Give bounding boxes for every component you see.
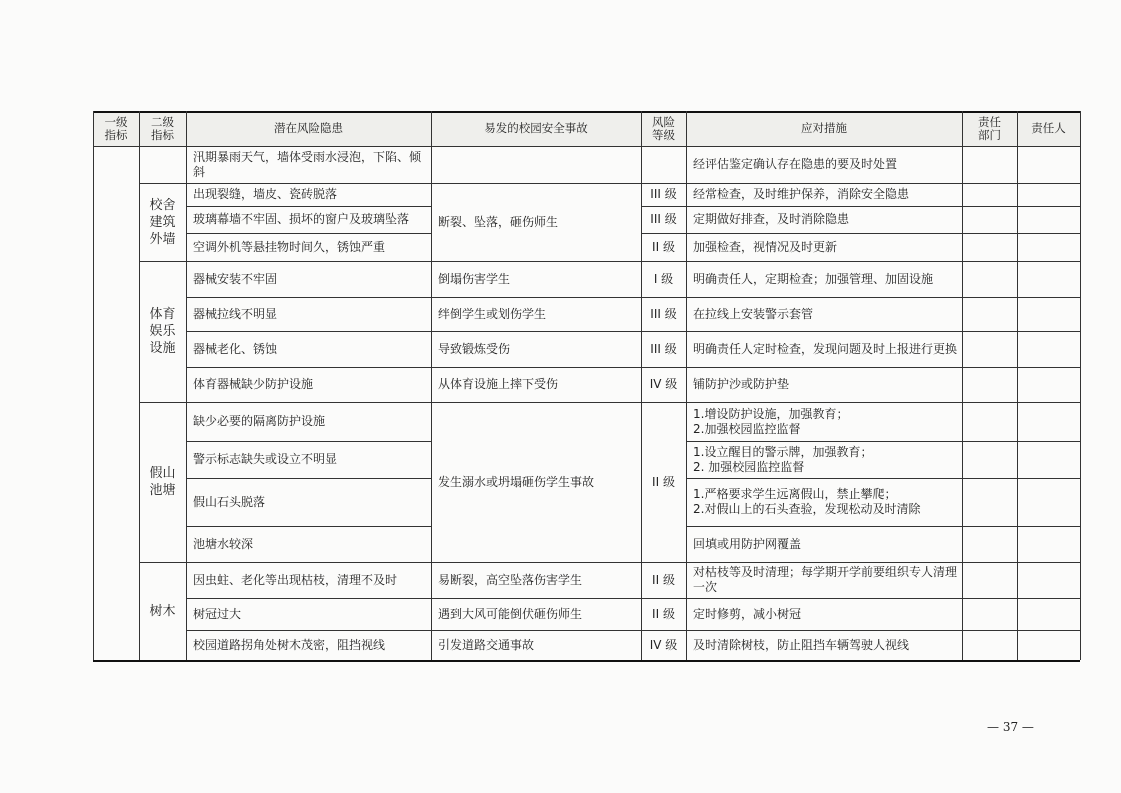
measure-cell — [686, 402, 962, 441]
header-hazard-text: 潜在风险隐患 — [274, 121, 343, 135]
measure-cell — [686, 562, 962, 598]
measure-cell-text: 1.严格要求学生远离假山，禁止攀爬； 2.对假山上的石头查验，发现松动及时清除 — [693, 487, 921, 516]
merged-accident — [431, 146, 641, 183]
row-rule — [186, 233, 431, 234]
row-rule — [186, 598, 431, 599]
column-rule — [431, 111, 432, 660]
person-cell — [1017, 206, 1080, 233]
hazard-cell-text: 器械安装不牢固 — [193, 271, 278, 286]
person-cell — [1017, 630, 1080, 660]
row-rule — [186, 331, 431, 332]
person-cell — [1017, 146, 1080, 183]
accident-cell-text: 倒塌伤害学生 — [438, 271, 511, 286]
level-cell-text: IV 级 — [649, 377, 678, 391]
row-rule — [686, 478, 1080, 479]
group-name-text: 体育 娱乐 设施 — [149, 307, 176, 356]
group-name — [139, 402, 186, 562]
row-rule — [641, 331, 686, 332]
row-rule — [641, 402, 686, 403]
hazard-cell — [186, 598, 431, 630]
measure-cell — [686, 206, 962, 233]
accident-cell — [431, 598, 641, 630]
measure-cell-text: 明确责任人定时检查，发现问题及时上报进行更换 — [693, 341, 958, 356]
level-cell — [641, 261, 686, 297]
table-top-border — [93, 111, 1080, 113]
measure-cell-text: 1.设立醒目的警示牌，加强教育； 2. 加强校园监控监督 — [693, 444, 873, 474]
hazard-cell — [186, 562, 431, 598]
level-cell — [641, 598, 686, 630]
accident-cell-text: 易断裂，高空坠落伤害学生 — [438, 572, 583, 587]
group-name — [139, 562, 186, 660]
row-rule — [686, 206, 1080, 207]
accident-cell — [431, 331, 641, 367]
hazard-cell — [186, 478, 431, 526]
column-rule — [139, 111, 140, 660]
dept-cell — [962, 367, 1017, 402]
measure-cell — [686, 146, 962, 183]
row-rule — [431, 297, 641, 298]
level-cell — [641, 233, 686, 261]
level-cell-text: II 级 — [652, 239, 675, 254]
measure-cell-text: 经评估鉴定确认存在隐患的要及时处置 — [693, 157, 898, 171]
header-person — [1017, 111, 1080, 146]
row-rule — [686, 526, 1080, 527]
hazard-cell-text: 池塘水较深 — [193, 536, 254, 551]
group-name — [139, 183, 186, 261]
header-accident-text: 易发的校园安全事故 — [484, 121, 588, 135]
column-rule — [93, 111, 94, 660]
row-rule — [686, 562, 1080, 563]
measure-cell-text: 1.增设防护设施，加强教育； 2.加强校园监控监督 — [693, 406, 849, 436]
hazard-cell — [186, 146, 431, 183]
merged-accident — [431, 402, 641, 562]
row-rule — [686, 331, 1080, 332]
person-cell — [1017, 478, 1080, 526]
hazard-cell-text: 玻璃幕墙不牢固、损坏的窗户及玻璃坠落 — [193, 212, 410, 226]
dept-cell — [962, 297, 1017, 331]
header-l2-text: 二级 指标 — [151, 114, 174, 142]
row-rule — [686, 598, 1080, 599]
measure-cell — [686, 297, 962, 331]
row-rule — [686, 233, 1080, 234]
header-bottom-border — [93, 146, 1080, 147]
row-rule — [641, 562, 686, 563]
row-rule — [431, 562, 641, 563]
table-bottom-border — [93, 660, 1080, 662]
measure-cell-text: 铺防护沙或防护垫 — [693, 377, 790, 391]
person-cell — [1017, 233, 1080, 261]
row-rule — [431, 261, 641, 262]
row-rule — [431, 402, 641, 403]
measure-cell — [686, 233, 962, 261]
row-rule — [686, 261, 1080, 262]
accident-cell — [431, 367, 641, 402]
measure-cell-text: 对枯枝等及时清理；每学期开学前要组织专人清理一次 — [693, 565, 958, 594]
hazard-cell — [186, 402, 431, 441]
hazard-cell-text: 汛期暴雨天气，墙体受雨水浸泡，下陷、倾斜 — [193, 149, 422, 179]
measure-cell-text: 定时修剪，减小树冠 — [693, 606, 802, 621]
accident-cell-text: 遇到大风可能倒伏砸伤师生 — [438, 606, 583, 621]
level-cell-text: II 级 — [652, 606, 675, 621]
header-measure — [686, 111, 962, 146]
person-cell — [1017, 261, 1080, 297]
header-person-text: 责任人 — [1031, 121, 1066, 135]
row-rule — [431, 331, 641, 332]
row-rule — [686, 367, 1080, 368]
row-rule — [139, 261, 186, 262]
measure-cell-text: 定期做好排查，及时消除隐患 — [693, 212, 850, 226]
row-rule — [641, 233, 686, 234]
level-cell — [641, 562, 686, 598]
dept-cell — [962, 630, 1017, 660]
column-rule — [1017, 111, 1018, 660]
header-measure-text: 应对措施 — [801, 121, 847, 135]
hazard-cell-text: 体育器械缺少防护设施 — [193, 377, 314, 391]
hazard-cell-text: 树冠过大 — [193, 606, 242, 621]
dept-cell — [962, 441, 1017, 478]
dept-cell — [962, 183, 1017, 206]
row-rule — [186, 630, 431, 631]
header-level — [641, 111, 686, 146]
measure-cell-text: 在拉线上安装警示套管 — [693, 306, 814, 321]
row-rule — [186, 402, 431, 403]
hazard-cell — [186, 367, 431, 402]
header-dept-text: 责任 部门 — [978, 114, 1001, 142]
page-number: — 37 — — [987, 720, 1034, 734]
hazard-cell — [186, 331, 431, 367]
level-cell-text: III 级 — [650, 212, 677, 226]
person-cell — [1017, 297, 1080, 331]
row-rule — [431, 630, 641, 631]
row-rule — [686, 441, 1080, 442]
merged-level — [641, 146, 686, 183]
column-rule — [962, 111, 963, 660]
row-rule — [641, 261, 686, 262]
row-rule — [641, 630, 686, 631]
row-rule — [186, 441, 431, 442]
dept-cell — [962, 562, 1017, 598]
hazard-cell — [186, 441, 431, 478]
measure-cell — [686, 261, 962, 297]
row-rule — [686, 630, 1080, 631]
dept-cell — [962, 478, 1017, 526]
column-rule — [186, 111, 187, 660]
column-rule — [686, 111, 687, 660]
merged-accident-text: 发生溺水或坍塌砸伤学生事故 — [438, 474, 595, 489]
measure-cell-text: 回填或用防护网覆盖 — [693, 536, 802, 551]
measure-cell-text: 明确责任人，定期检查；加强管理、加固设施 — [693, 271, 934, 286]
measure-cell — [686, 526, 962, 562]
row-rule — [686, 402, 1080, 403]
merged-accident — [431, 183, 641, 261]
hazard-cell — [186, 630, 431, 660]
measure-cell — [686, 367, 962, 402]
level-cell-text: I 级 — [653, 271, 674, 286]
group-name-text: 校舍 建筑 外墙 — [149, 197, 176, 247]
hazard-cell — [186, 261, 431, 297]
header-dept — [962, 111, 1017, 146]
hazard-cell-text: 器械老化、锈蚀 — [193, 341, 278, 356]
accident-cell — [431, 562, 641, 598]
measure-cell-text: 及时清除树枝，防止阻挡车辆驾驶人视线 — [693, 637, 910, 652]
person-cell — [1017, 183, 1080, 206]
header-hazard — [186, 111, 431, 146]
row-rule — [186, 526, 431, 527]
measure-cell — [686, 331, 962, 367]
row-rule — [686, 183, 1080, 184]
hazard-cell-text: 校园道路拐角处树木茂密，阻挡视线 — [193, 637, 386, 652]
measure-cell-text: 经常检查，及时维护保养，消除安全隐患 — [693, 187, 910, 201]
person-cell — [1017, 331, 1080, 367]
person-cell — [1017, 402, 1080, 441]
level-cell — [641, 183, 686, 206]
dept-cell — [962, 598, 1017, 630]
measure-cell — [686, 441, 962, 478]
header-l1-text: 一级 指标 — [104, 114, 128, 142]
dept-cell — [962, 206, 1017, 233]
dept-cell — [962, 526, 1017, 562]
row-rule — [641, 598, 686, 599]
row-rule — [186, 297, 431, 298]
row-rule — [186, 261, 431, 262]
hazard-cell-text: 空调外机等悬挂物时间久，锈蚀严重 — [193, 239, 386, 254]
hazard-cell — [186, 206, 431, 233]
merged-level — [641, 402, 686, 562]
hazard-cell-text: 器械拉线不明显 — [193, 306, 278, 321]
row-rule — [431, 367, 641, 368]
row-rule — [186, 183, 431, 184]
row-rule — [431, 183, 641, 184]
level-cell-text: IV 级 — [649, 637, 678, 652]
row-rule — [431, 598, 641, 599]
group-name-text: 假山 池塘 — [149, 466, 176, 498]
hazard-cell-text: 假山石头脱落 — [193, 494, 266, 509]
merged-level-text: II 级 — [652, 474, 675, 489]
row-rule — [641, 183, 686, 184]
accident-cell-text: 绊倒学生或划伤学生 — [438, 306, 547, 321]
level-cell-text: III 级 — [650, 187, 677, 201]
person-cell — [1017, 562, 1080, 598]
row-rule — [186, 478, 431, 479]
level-cell — [641, 331, 686, 367]
dept-cell — [962, 402, 1017, 441]
header-accident — [431, 111, 641, 146]
hazard-cell-text: 警示标志缺失或设立不明显 — [193, 452, 338, 466]
accident-cell-text: 引发道路交通事故 — [438, 637, 535, 652]
dept-cell — [962, 233, 1017, 261]
level-cell — [641, 367, 686, 402]
row-rule — [641, 367, 686, 368]
row-rule — [641, 297, 686, 298]
merged-accident-text: 断裂、坠落，砸伤师生 — [438, 214, 559, 229]
measure-cell — [686, 630, 962, 660]
group-name-text: 树木 — [149, 603, 176, 619]
hazard-cell — [186, 233, 431, 261]
row-rule — [139, 562, 186, 563]
column-rule — [1080, 111, 1081, 660]
level-cell — [641, 206, 686, 233]
measure-cell-text: 加强检查，视情况及时更新 — [693, 239, 838, 254]
header-l1 — [93, 111, 139, 146]
person-cell — [1017, 526, 1080, 562]
group-name — [139, 146, 186, 183]
group-name — [139, 261, 186, 402]
hazard-cell-text: 出现裂缝，墙皮、瓷砖脱落 — [193, 187, 338, 201]
dept-cell — [962, 331, 1017, 367]
row-rule — [186, 206, 431, 207]
row-rule — [686, 297, 1080, 298]
header-level-text: 风险 等级 — [652, 114, 675, 142]
row-rule — [186, 562, 431, 563]
measure-cell — [686, 183, 962, 206]
header-l2 — [139, 111, 186, 146]
level-cell-text: III 级 — [650, 306, 677, 321]
row-rule — [139, 183, 186, 184]
accident-cell — [431, 297, 641, 331]
dept-cell — [962, 261, 1017, 297]
person-cell — [1017, 598, 1080, 630]
measure-cell — [686, 598, 962, 630]
accident-cell-text: 从体育设施上摔下受伤 — [438, 377, 559, 391]
column-rule — [641, 111, 642, 660]
hazard-cell — [186, 297, 431, 331]
level-cell-text: III 级 — [650, 341, 677, 356]
person-cell — [1017, 367, 1080, 402]
hazard-cell-text: 因虫蛀、老化等出现枯枝，清理不及时 — [193, 572, 398, 587]
hazard-cell — [186, 526, 431, 562]
row-rule — [641, 206, 686, 207]
level-cell — [641, 297, 686, 331]
person-cell — [1017, 441, 1080, 478]
accident-cell — [431, 630, 641, 660]
measure-cell — [686, 478, 962, 526]
dept-cell — [962, 146, 1017, 183]
hazard-cell-text: 缺少必要的隔离防护设施 — [193, 414, 326, 428]
level-cell — [641, 630, 686, 660]
level-cell-text: II 级 — [652, 572, 675, 587]
row-rule — [186, 367, 431, 368]
row-rule — [139, 402, 186, 403]
accident-cell-text: 导致锻炼受伤 — [438, 341, 511, 356]
accident-cell — [431, 261, 641, 297]
hazard-cell — [186, 183, 431, 206]
